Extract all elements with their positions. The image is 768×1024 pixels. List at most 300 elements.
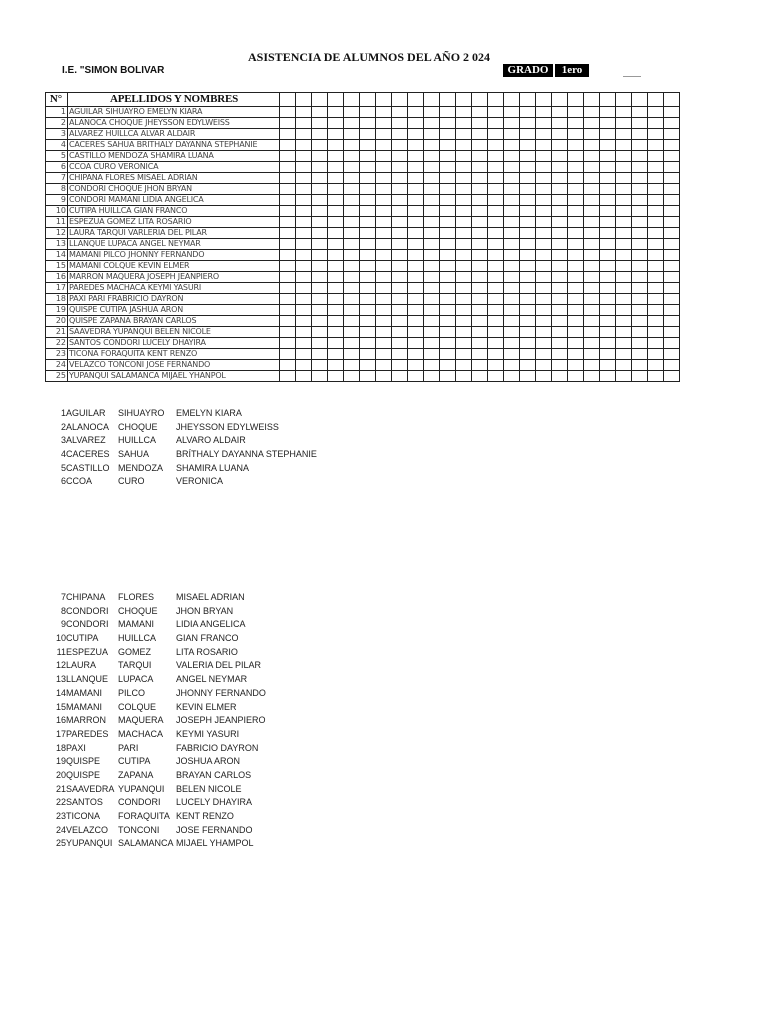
attendance-cell[interactable]: [392, 316, 408, 327]
attendance-cell[interactable]: [408, 173, 424, 184]
attendance-cell[interactable]: [440, 162, 456, 173]
attendance-cell[interactable]: [296, 349, 312, 360]
attendance-cell[interactable]: [280, 283, 296, 294]
attendance-cell[interactable]: [536, 316, 552, 327]
attendance-cell[interactable]: [408, 184, 424, 195]
attendance-cell[interactable]: [616, 294, 632, 305]
attendance-cell[interactable]: [616, 327, 632, 338]
attendance-cell[interactable]: [632, 360, 648, 371]
attendance-cell[interactable]: [664, 316, 680, 327]
attendance-cell[interactable]: [648, 217, 664, 228]
attendance-cell[interactable]: [472, 107, 488, 118]
attendance-cell[interactable]: [616, 371, 632, 382]
attendance-cell[interactable]: [472, 173, 488, 184]
attendance-cell[interactable]: [440, 250, 456, 261]
attendance-cell[interactable]: [344, 294, 360, 305]
attendance-cell[interactable]: [664, 217, 680, 228]
attendance-cell[interactable]: [376, 327, 392, 338]
attendance-cell[interactable]: [568, 107, 584, 118]
attendance-cell[interactable]: [328, 371, 344, 382]
attendance-cell[interactable]: [424, 184, 440, 195]
attendance-cell[interactable]: [584, 140, 600, 151]
attendance-cell[interactable]: [328, 107, 344, 118]
attendance-cell[interactable]: [408, 371, 424, 382]
attendance-cell[interactable]: [360, 162, 376, 173]
attendance-cell[interactable]: [504, 250, 520, 261]
attendance-cell[interactable]: [376, 261, 392, 272]
attendance-cell[interactable]: [552, 217, 568, 228]
attendance-cell[interactable]: [632, 305, 648, 316]
attendance-cell[interactable]: [344, 217, 360, 228]
attendance-cell[interactable]: [392, 107, 408, 118]
attendance-cell[interactable]: [456, 261, 472, 272]
attendance-cell[interactable]: [424, 316, 440, 327]
attendance-cell[interactable]: [472, 360, 488, 371]
attendance-cell[interactable]: [632, 162, 648, 173]
attendance-cell[interactable]: [648, 129, 664, 140]
attendance-cell[interactable]: [280, 360, 296, 371]
attendance-cell[interactable]: [648, 371, 664, 382]
attendance-cell[interactable]: [360, 151, 376, 162]
attendance-cell[interactable]: [552, 349, 568, 360]
attendance-cell[interactable]: [344, 349, 360, 360]
attendance-cell[interactable]: [296, 316, 312, 327]
attendance-cell[interactable]: [600, 217, 616, 228]
attendance-cell[interactable]: [456, 371, 472, 382]
attendance-cell[interactable]: [488, 327, 504, 338]
attendance-cell[interactable]: [568, 261, 584, 272]
attendance-cell[interactable]: [616, 129, 632, 140]
attendance-cell[interactable]: [600, 294, 616, 305]
attendance-cell[interactable]: [600, 305, 616, 316]
attendance-cell[interactable]: [520, 239, 536, 250]
attendance-cell[interactable]: [488, 129, 504, 140]
attendance-cell[interactable]: [424, 118, 440, 129]
attendance-cell[interactable]: [488, 360, 504, 371]
attendance-cell[interactable]: [536, 338, 552, 349]
attendance-cell[interactable]: [280, 305, 296, 316]
attendance-cell[interactable]: [648, 360, 664, 371]
attendance-cell[interactable]: [456, 184, 472, 195]
attendance-cell[interactable]: [456, 283, 472, 294]
attendance-cell[interactable]: [648, 151, 664, 162]
attendance-cell[interactable]: [632, 327, 648, 338]
attendance-cell[interactable]: [456, 140, 472, 151]
attendance-cell[interactable]: [616, 349, 632, 360]
attendance-cell[interactable]: [312, 316, 328, 327]
attendance-cell[interactable]: [632, 217, 648, 228]
attendance-cell[interactable]: [408, 360, 424, 371]
attendance-cell[interactable]: [328, 305, 344, 316]
attendance-cell[interactable]: [392, 371, 408, 382]
attendance-cell[interactable]: [504, 107, 520, 118]
attendance-cell[interactable]: [504, 371, 520, 382]
attendance-cell[interactable]: [296, 228, 312, 239]
attendance-cell[interactable]: [392, 184, 408, 195]
attendance-cell[interactable]: [536, 184, 552, 195]
attendance-cell[interactable]: [280, 316, 296, 327]
attendance-cell[interactable]: [648, 118, 664, 129]
attendance-cell[interactable]: [392, 228, 408, 239]
attendance-cell[interactable]: [296, 129, 312, 140]
attendance-cell[interactable]: [312, 162, 328, 173]
attendance-cell[interactable]: [536, 294, 552, 305]
attendance-cell[interactable]: [440, 217, 456, 228]
attendance-cell[interactable]: [456, 338, 472, 349]
attendance-cell[interactable]: [536, 327, 552, 338]
attendance-cell[interactable]: [488, 272, 504, 283]
attendance-cell[interactable]: [536, 371, 552, 382]
attendance-cell[interactable]: [440, 107, 456, 118]
attendance-cell[interactable]: [392, 217, 408, 228]
attendance-cell[interactable]: [312, 217, 328, 228]
attendance-cell[interactable]: [312, 250, 328, 261]
attendance-cell[interactable]: [392, 272, 408, 283]
attendance-cell[interactable]: [632, 239, 648, 250]
attendance-cell[interactable]: [456, 173, 472, 184]
attendance-cell[interactable]: [392, 250, 408, 261]
attendance-cell[interactable]: [296, 239, 312, 250]
attendance-cell[interactable]: [536, 195, 552, 206]
attendance-cell[interactable]: [648, 272, 664, 283]
attendance-cell[interactable]: [504, 338, 520, 349]
attendance-cell[interactable]: [472, 371, 488, 382]
attendance-cell[interactable]: [520, 107, 536, 118]
attendance-cell[interactable]: [280, 162, 296, 173]
attendance-cell[interactable]: [664, 338, 680, 349]
attendance-cell[interactable]: [520, 327, 536, 338]
attendance-cell[interactable]: [312, 338, 328, 349]
attendance-cell[interactable]: [472, 195, 488, 206]
attendance-cell[interactable]: [504, 184, 520, 195]
attendance-cell[interactable]: [360, 371, 376, 382]
attendance-cell[interactable]: [632, 228, 648, 239]
attendance-cell[interactable]: [632, 118, 648, 129]
attendance-cell[interactable]: [296, 217, 312, 228]
attendance-cell[interactable]: [600, 129, 616, 140]
attendance-cell[interactable]: [648, 195, 664, 206]
attendance-cell[interactable]: [408, 217, 424, 228]
attendance-cell[interactable]: [296, 206, 312, 217]
attendance-cell[interactable]: [536, 151, 552, 162]
attendance-cell[interactable]: [376, 140, 392, 151]
attendance-cell[interactable]: [360, 261, 376, 272]
attendance-cell[interactable]: [360, 305, 376, 316]
attendance-cell[interactable]: [408, 140, 424, 151]
attendance-cell[interactable]: [280, 129, 296, 140]
attendance-cell[interactable]: [536, 173, 552, 184]
attendance-cell[interactable]: [376, 349, 392, 360]
attendance-cell[interactable]: [312, 327, 328, 338]
attendance-cell[interactable]: [520, 173, 536, 184]
attendance-cell[interactable]: [344, 173, 360, 184]
attendance-cell[interactable]: [376, 162, 392, 173]
attendance-cell[interactable]: [600, 261, 616, 272]
attendance-cell[interactable]: [600, 107, 616, 118]
attendance-cell[interactable]: [424, 294, 440, 305]
attendance-cell[interactable]: [392, 305, 408, 316]
attendance-cell[interactable]: [424, 250, 440, 261]
attendance-cell[interactable]: [440, 305, 456, 316]
attendance-cell[interactable]: [376, 272, 392, 283]
attendance-cell[interactable]: [600, 118, 616, 129]
attendance-cell[interactable]: [488, 283, 504, 294]
attendance-cell[interactable]: [616, 107, 632, 118]
attendance-cell[interactable]: [536, 239, 552, 250]
attendance-cell[interactable]: [296, 118, 312, 129]
attendance-cell[interactable]: [584, 129, 600, 140]
attendance-cell[interactable]: [568, 151, 584, 162]
attendance-cell[interactable]: [488, 261, 504, 272]
attendance-cell[interactable]: [424, 217, 440, 228]
attendance-cell[interactable]: [536, 305, 552, 316]
attendance-cell[interactable]: [312, 195, 328, 206]
attendance-cell[interactable]: [392, 349, 408, 360]
attendance-cell[interactable]: [360, 327, 376, 338]
attendance-cell[interactable]: [456, 239, 472, 250]
attendance-cell[interactable]: [584, 349, 600, 360]
attendance-cell[interactable]: [440, 294, 456, 305]
attendance-cell[interactable]: [584, 162, 600, 173]
attendance-cell[interactable]: [520, 294, 536, 305]
attendance-cell[interactable]: [408, 272, 424, 283]
attendance-cell[interactable]: [520, 151, 536, 162]
attendance-cell[interactable]: [472, 151, 488, 162]
attendance-cell[interactable]: [472, 327, 488, 338]
attendance-cell[interactable]: [440, 371, 456, 382]
attendance-cell[interactable]: [488, 338, 504, 349]
attendance-cell[interactable]: [664, 261, 680, 272]
attendance-cell[interactable]: [328, 338, 344, 349]
attendance-cell[interactable]: [568, 206, 584, 217]
attendance-cell[interactable]: [584, 107, 600, 118]
attendance-cell[interactable]: [440, 316, 456, 327]
attendance-cell[interactable]: [392, 162, 408, 173]
attendance-cell[interactable]: [568, 195, 584, 206]
attendance-cell[interactable]: [648, 228, 664, 239]
attendance-cell[interactable]: [424, 261, 440, 272]
attendance-cell[interactable]: [424, 305, 440, 316]
attendance-cell[interactable]: [648, 206, 664, 217]
attendance-cell[interactable]: [376, 217, 392, 228]
attendance-cell[interactable]: [472, 316, 488, 327]
attendance-cell[interactable]: [328, 184, 344, 195]
attendance-cell[interactable]: [632, 283, 648, 294]
attendance-cell[interactable]: [312, 294, 328, 305]
attendance-cell[interactable]: [488, 294, 504, 305]
attendance-cell[interactable]: [472, 162, 488, 173]
attendance-cell[interactable]: [424, 228, 440, 239]
attendance-cell[interactable]: [664, 140, 680, 151]
attendance-cell[interactable]: [616, 173, 632, 184]
attendance-cell[interactable]: [536, 217, 552, 228]
attendance-cell[interactable]: [344, 239, 360, 250]
attendance-cell[interactable]: [408, 316, 424, 327]
attendance-cell[interactable]: [312, 118, 328, 129]
attendance-cell[interactable]: [568, 118, 584, 129]
attendance-cell[interactable]: [440, 283, 456, 294]
attendance-cell[interactable]: [440, 140, 456, 151]
attendance-cell[interactable]: [584, 327, 600, 338]
attendance-cell[interactable]: [568, 338, 584, 349]
attendance-cell[interactable]: [376, 195, 392, 206]
attendance-cell[interactable]: [408, 338, 424, 349]
attendance-cell[interactable]: [568, 272, 584, 283]
attendance-cell[interactable]: [424, 206, 440, 217]
attendance-cell[interactable]: [504, 162, 520, 173]
attendance-cell[interactable]: [664, 360, 680, 371]
attendance-cell[interactable]: [408, 195, 424, 206]
attendance-cell[interactable]: [536, 129, 552, 140]
attendance-cell[interactable]: [600, 272, 616, 283]
attendance-cell[interactable]: [504, 272, 520, 283]
attendance-cell[interactable]: [568, 294, 584, 305]
attendance-cell[interactable]: [296, 184, 312, 195]
attendance-cell[interactable]: [552, 327, 568, 338]
attendance-cell[interactable]: [392, 118, 408, 129]
attendance-cell[interactable]: [296, 151, 312, 162]
attendance-cell[interactable]: [648, 239, 664, 250]
attendance-cell[interactable]: [344, 261, 360, 272]
attendance-cell[interactable]: [424, 239, 440, 250]
attendance-cell[interactable]: [296, 338, 312, 349]
attendance-cell[interactable]: [328, 294, 344, 305]
attendance-cell[interactable]: [280, 338, 296, 349]
attendance-cell[interactable]: [552, 239, 568, 250]
attendance-cell[interactable]: [552, 261, 568, 272]
attendance-cell[interactable]: [504, 327, 520, 338]
attendance-cell[interactable]: [408, 228, 424, 239]
attendance-cell[interactable]: [536, 261, 552, 272]
attendance-cell[interactable]: [568, 371, 584, 382]
attendance-cell[interactable]: [344, 162, 360, 173]
attendance-cell[interactable]: [440, 327, 456, 338]
attendance-cell[interactable]: [280, 294, 296, 305]
attendance-cell[interactable]: [520, 228, 536, 239]
attendance-cell[interactable]: [600, 316, 616, 327]
attendance-cell[interactable]: [280, 250, 296, 261]
attendance-cell[interactable]: [632, 184, 648, 195]
attendance-cell[interactable]: [584, 305, 600, 316]
attendance-cell[interactable]: [552, 250, 568, 261]
attendance-cell[interactable]: [632, 272, 648, 283]
attendance-cell[interactable]: [360, 206, 376, 217]
attendance-cell[interactable]: [552, 206, 568, 217]
attendance-cell[interactable]: [520, 316, 536, 327]
attendance-cell[interactable]: [552, 228, 568, 239]
attendance-cell[interactable]: [520, 118, 536, 129]
attendance-cell[interactable]: [552, 195, 568, 206]
attendance-cell[interactable]: [616, 162, 632, 173]
attendance-cell[interactable]: [552, 162, 568, 173]
attendance-cell[interactable]: [552, 107, 568, 118]
attendance-cell[interactable]: [328, 283, 344, 294]
attendance-cell[interactable]: [376, 173, 392, 184]
attendance-cell[interactable]: [536, 272, 552, 283]
attendance-cell[interactable]: [280, 228, 296, 239]
attendance-cell[interactable]: [568, 129, 584, 140]
attendance-cell[interactable]: [504, 239, 520, 250]
attendance-cell[interactable]: [392, 338, 408, 349]
attendance-cell[interactable]: [456, 360, 472, 371]
attendance-cell[interactable]: [648, 338, 664, 349]
attendance-cell[interactable]: [648, 316, 664, 327]
attendance-cell[interactable]: [424, 107, 440, 118]
attendance-cell[interactable]: [312, 173, 328, 184]
attendance-cell[interactable]: [568, 327, 584, 338]
attendance-cell[interactable]: [392, 206, 408, 217]
attendance-cell[interactable]: [408, 239, 424, 250]
attendance-cell[interactable]: [584, 283, 600, 294]
attendance-cell[interactable]: [520, 338, 536, 349]
attendance-cell[interactable]: [328, 272, 344, 283]
attendance-cell[interactable]: [568, 239, 584, 250]
attendance-cell[interactable]: [328, 206, 344, 217]
attendance-cell[interactable]: [632, 151, 648, 162]
attendance-cell[interactable]: [312, 140, 328, 151]
attendance-cell[interactable]: [504, 151, 520, 162]
attendance-cell[interactable]: [520, 371, 536, 382]
attendance-cell[interactable]: [392, 294, 408, 305]
attendance-cell[interactable]: [456, 272, 472, 283]
attendance-cell[interactable]: [536, 118, 552, 129]
attendance-cell[interactable]: [440, 338, 456, 349]
attendance-cell[interactable]: [632, 129, 648, 140]
attendance-cell[interactable]: [296, 162, 312, 173]
attendance-cell[interactable]: [616, 217, 632, 228]
attendance-cell[interactable]: [584, 272, 600, 283]
attendance-cell[interactable]: [520, 360, 536, 371]
attendance-cell[interactable]: [472, 129, 488, 140]
attendance-cell[interactable]: [584, 217, 600, 228]
attendance-cell[interactable]: [536, 250, 552, 261]
attendance-cell[interactable]: [424, 283, 440, 294]
attendance-cell[interactable]: [504, 140, 520, 151]
attendance-cell[interactable]: [312, 239, 328, 250]
attendance-cell[interactable]: [408, 283, 424, 294]
attendance-cell[interactable]: [632, 140, 648, 151]
attendance-cell[interactable]: [280, 217, 296, 228]
attendance-cell[interactable]: [456, 250, 472, 261]
attendance-cell[interactable]: [344, 371, 360, 382]
attendance-cell[interactable]: [584, 173, 600, 184]
attendance-cell[interactable]: [440, 118, 456, 129]
attendance-cell[interactable]: [632, 173, 648, 184]
attendance-cell[interactable]: [568, 283, 584, 294]
attendance-cell[interactable]: [648, 140, 664, 151]
attendance-cell[interactable]: [520, 217, 536, 228]
attendance-cell[interactable]: [376, 151, 392, 162]
attendance-cell[interactable]: [632, 371, 648, 382]
attendance-cell[interactable]: [376, 184, 392, 195]
attendance-cell[interactable]: [280, 118, 296, 129]
attendance-cell[interactable]: [424, 140, 440, 151]
attendance-cell[interactable]: [552, 272, 568, 283]
attendance-cell[interactable]: [344, 250, 360, 261]
attendance-cell[interactable]: [360, 349, 376, 360]
attendance-cell[interactable]: [536, 140, 552, 151]
attendance-cell[interactable]: [456, 107, 472, 118]
attendance-cell[interactable]: [424, 327, 440, 338]
attendance-cell[interactable]: [600, 162, 616, 173]
attendance-cell[interactable]: [424, 129, 440, 140]
attendance-cell[interactable]: [632, 107, 648, 118]
attendance-cell[interactable]: [472, 294, 488, 305]
attendance-cell[interactable]: [552, 184, 568, 195]
attendance-cell[interactable]: [664, 349, 680, 360]
attendance-cell[interactable]: [328, 217, 344, 228]
attendance-cell[interactable]: [424, 151, 440, 162]
